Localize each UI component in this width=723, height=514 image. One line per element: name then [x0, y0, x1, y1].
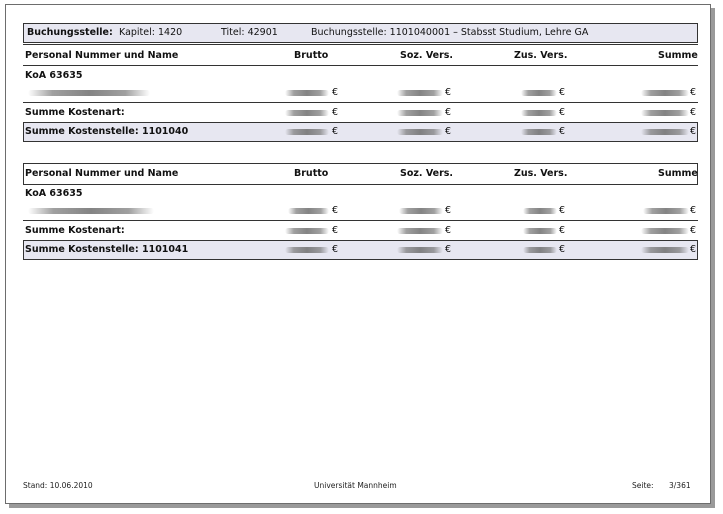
- section-2-column-headers-box: [23, 163, 698, 185]
- redacted-zus: [523, 228, 557, 234]
- report-header-box: [23, 23, 698, 43]
- header-titel: Titel: 42901: [221, 27, 278, 38]
- euro-sign: €: [690, 244, 697, 255]
- redacted-soz: [397, 247, 443, 253]
- col-zus-vers: Zus. Vers.: [514, 168, 568, 179]
- footer-institution: Universität Mannheim: [314, 481, 397, 490]
- redacted-summe: [641, 228, 689, 234]
- euro-sign: €: [445, 205, 452, 216]
- section-1-top-rule: [23, 44, 698, 45]
- col-personal: Personal Nummer und Name: [25, 50, 179, 61]
- col-brutto: Brutto: [294, 168, 329, 179]
- summe-kostenstelle-label: Summe Kostenstelle: 1101041: [25, 244, 189, 255]
- koa-label: KoA 63635: [25, 188, 83, 199]
- summe-kostenstelle-label: Summe Kostenstelle: 1101040: [25, 126, 189, 137]
- summe-kostenart-label: Summe Kostenart:: [25, 225, 125, 236]
- euro-sign: €: [559, 244, 566, 255]
- euro-sign: €: [332, 87, 339, 98]
- section-1-row-rule: [23, 102, 698, 103]
- euro-sign: €: [332, 107, 339, 118]
- euro-sign: €: [445, 107, 452, 118]
- section-1-summe-kostenstelle-box: [23, 122, 698, 142]
- redacted-brutto: [285, 228, 329, 234]
- col-summe: Summe: [658, 50, 698, 61]
- col-personal: Personal Nummer und Name: [25, 168, 179, 179]
- euro-sign: €: [690, 87, 697, 98]
- redacted-summe: [641, 110, 689, 116]
- redacted-name: [28, 208, 154, 214]
- redacted-zus: [523, 208, 557, 214]
- report-page: [5, 4, 711, 504]
- euro-sign: €: [445, 244, 452, 255]
- col-brutto: Brutto: [294, 50, 329, 61]
- col-summe: Summe: [658, 168, 698, 179]
- euro-sign: €: [559, 107, 566, 118]
- euro-sign: €: [559, 87, 566, 98]
- euro-sign: €: [690, 107, 697, 118]
- redacted-brutto: [288, 208, 329, 214]
- footer-seite-value: 3/361: [669, 481, 691, 490]
- redacted-summe: [641, 90, 689, 96]
- redacted-brutto: [285, 90, 329, 96]
- header-buchungsstelle-label: Buchungsstelle:: [27, 27, 113, 38]
- summe-kostenart-label: Summe Kostenart:: [25, 107, 125, 118]
- footer-stand: Stand: 10.06.2010: [23, 481, 93, 490]
- redacted-soz: [397, 129, 443, 135]
- redacted-name: [28, 90, 150, 96]
- redacted-soz: [397, 110, 443, 116]
- euro-sign: €: [332, 225, 339, 236]
- col-zus-vers: Zus. Vers.: [514, 50, 568, 61]
- euro-sign: €: [690, 126, 697, 137]
- redacted-summe: [643, 208, 689, 214]
- header-kapitel: Kapitel: 1420: [119, 27, 183, 38]
- section-2-summe-kostenstelle-box: [23, 240, 698, 260]
- euro-sign: €: [445, 225, 452, 236]
- euro-sign: €: [332, 126, 339, 137]
- redacted-brutto: [285, 129, 329, 135]
- redacted-soz: [397, 90, 443, 96]
- redacted-summe: [641, 129, 689, 135]
- redacted-soz: [399, 208, 443, 214]
- euro-sign: €: [332, 244, 339, 255]
- euro-sign: €: [690, 205, 697, 216]
- redacted-summe: [641, 247, 689, 253]
- euro-sign: €: [690, 225, 697, 236]
- euro-sign: €: [332, 205, 339, 216]
- redacted-zus: [523, 247, 557, 253]
- redacted-zus: [521, 90, 557, 96]
- section-2-row-rule: [23, 220, 698, 221]
- header-buchungsstelle-full: Buchungsstelle: 1101040001 – Stabsst Studium, Lehre GA: [311, 27, 589, 38]
- redacted-brutto: [285, 110, 329, 116]
- euro-sign: €: [559, 225, 566, 236]
- col-soz-vers: Soz. Vers.: [400, 50, 454, 61]
- koa-label: KoA 63635: [25, 70, 83, 81]
- section-1-header-rule: [23, 65, 698, 66]
- footer-seite-label: Seite:: [632, 481, 654, 490]
- redacted-zus: [521, 129, 557, 135]
- col-soz-vers: Soz. Vers.: [400, 168, 454, 179]
- redacted-zus: [521, 110, 557, 116]
- euro-sign: €: [559, 205, 566, 216]
- redacted-soz: [397, 228, 443, 234]
- redacted-brutto: [285, 247, 329, 253]
- euro-sign: €: [445, 126, 452, 137]
- euro-sign: €: [445, 87, 452, 98]
- euro-sign: €: [559, 126, 566, 137]
